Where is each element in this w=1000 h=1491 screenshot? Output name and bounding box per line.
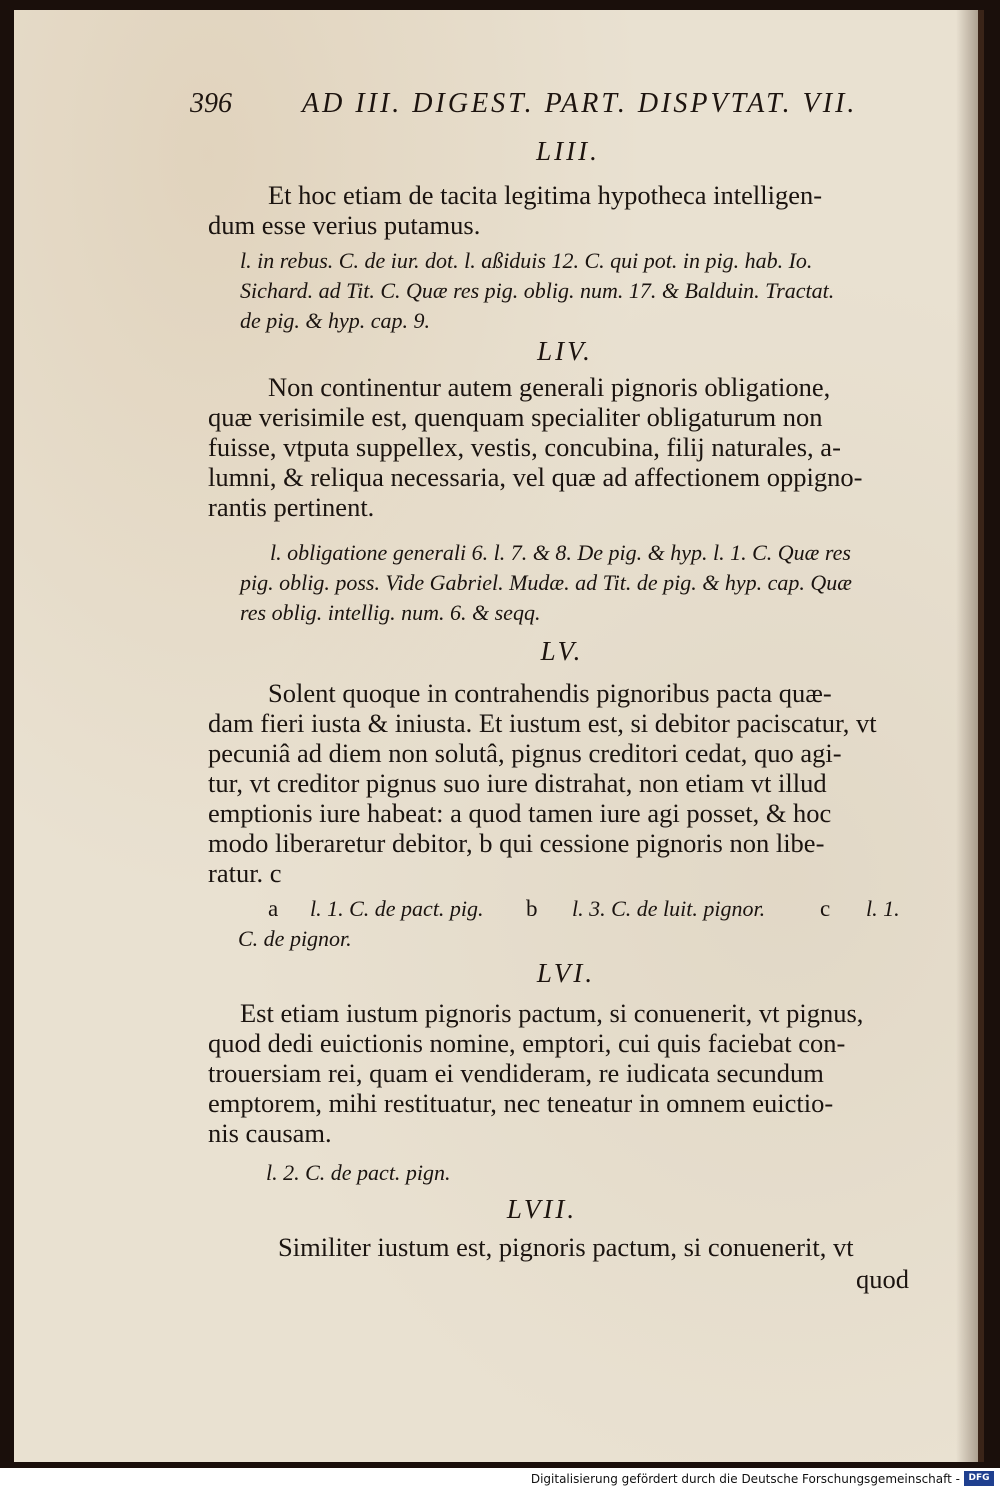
section-text-lvi [208, 998, 933, 1148]
note-line: Sichard. ad Tit. C. Quæ res pig. oblig. num. 17. & Balduin. Tractat. [240, 278, 835, 303]
footnote-letter-c: c [820, 896, 831, 921]
page-header [190, 88, 870, 128]
citation-note-lvi [266, 1158, 906, 1188]
text-line: trouersiam rei, quam ei vendideram, re iudicata secundum [208, 1058, 824, 1088]
citation-note-liii [240, 246, 920, 336]
section-text-liii [208, 180, 933, 240]
text-line: tur, vt creditor pignus suo iure distrahat, non etiam vt illud [208, 768, 827, 798]
text-line: Non continentur autem generali pignoris obligatione, [268, 372, 831, 402]
citation-note-liv [240, 538, 910, 628]
footnote-letter-a: a [268, 896, 279, 921]
note-line: l. 2. C. de pact. pign. [266, 1160, 451, 1185]
note-line: l. in rebus. C. de iur. dot. l. aßiduis 12. C. qui pot. in pig. hab. Io. [240, 248, 813, 273]
text-line: rantis pertinent. [208, 492, 375, 522]
text-line: dam fieri iusta & iniusta. Et iustum est, si debitor paciscatur, vt [208, 708, 877, 738]
footnote-letter-b: b [526, 896, 538, 921]
text-line: Similiter iustum est, pignoris pactum, si conuenerit, vt [278, 1232, 854, 1262]
text-line: emptorem, mihi restituatur, nec teneatur in omnem euictio- [208, 1088, 834, 1118]
catchword: quod [856, 1264, 909, 1294]
text-line: ratur. c [208, 858, 282, 888]
note-line: res oblig. intellig. num. 6. & seqq. [240, 600, 541, 625]
section-text-liv [208, 372, 933, 522]
text-line: pecuniâ ad diem non solutâ, pignus creditori cedat, quo agi- [208, 738, 842, 768]
section-heading-liii: LIII. [536, 136, 600, 166]
note-line: pig. oblig. poss. Vide Gabriel. Mudæ. ad Tit. de pig. & hyp. cap. Quæ [240, 570, 852, 595]
section-heading-liv: LIV. [537, 336, 593, 366]
text-line: quæ verisimile est, quenquam specialiter obligaturum non [208, 402, 823, 432]
text-line: Est etiam iustum pignoris pactum, si conuenerit, vt pignus, [240, 998, 864, 1028]
section-heading-lvi: LVI. [536, 958, 596, 988]
dfg-logo-icon: DFG [964, 1471, 994, 1486]
text-line: Solent quoque in contrahendis pignoribus pacta quæ- [268, 678, 832, 708]
section-text-lvii [208, 1232, 933, 1262]
text-line: lumni, & reliqua necessaria, vel quæ ad affectionem oppigno- [208, 462, 863, 492]
note-line: de pig. & hyp. cap. 9. [240, 308, 431, 333]
section-heading-lv: LV. [540, 636, 584, 666]
section-heading-lvii: LVII. [506, 1194, 578, 1224]
text-line: dum esse verius putamus. [208, 210, 481, 240]
note-line: l. obligatione generali 6. l. 7. & 8. De pig. & hyp. l. 1. C. Quæ res [270, 540, 851, 565]
text-line: modo liberaretur debitor, b qui cessione pignoris non libe- [208, 828, 825, 858]
text-line: emptionis iure habeat: a quod tamen iure agi posset, & hoc [208, 798, 832, 828]
text-line: fuisse, vtputa suppellex, vestis, concubina, filij naturales, a- [208, 432, 841, 462]
text-line: Et hoc etiam de tacita legitima hypotheca intelligen- [268, 180, 823, 210]
page-edge-shadow [956, 10, 978, 1462]
footnote-text-c: l. 1. [866, 896, 900, 921]
section-text-lv [208, 678, 933, 888]
text-line: nis causam. [208, 1118, 332, 1148]
footnote-text-c-continued: C. de pignor. [238, 926, 352, 951]
text-line: quod dedi euictionis nomine, emptori, cui quis faciebat con- [208, 1028, 846, 1058]
footnotes-lv [0, 896, 1000, 956]
running-head: AD III. DIGEST. PART. DISPVTAT. VII. [302, 88, 858, 119]
footnote-text-a: l. 1. C. de pact. pig. [310, 896, 484, 921]
digitization-footer [0, 1468, 1000, 1491]
footer-credit: Digitalisierung gefördert durch die Deutsche Forschungsgemeinschaft - [530, 1472, 960, 1486]
page-number: 396 [190, 88, 232, 119]
footnote-text-b: l. 3. C. de luit. pignor. [572, 896, 766, 921]
